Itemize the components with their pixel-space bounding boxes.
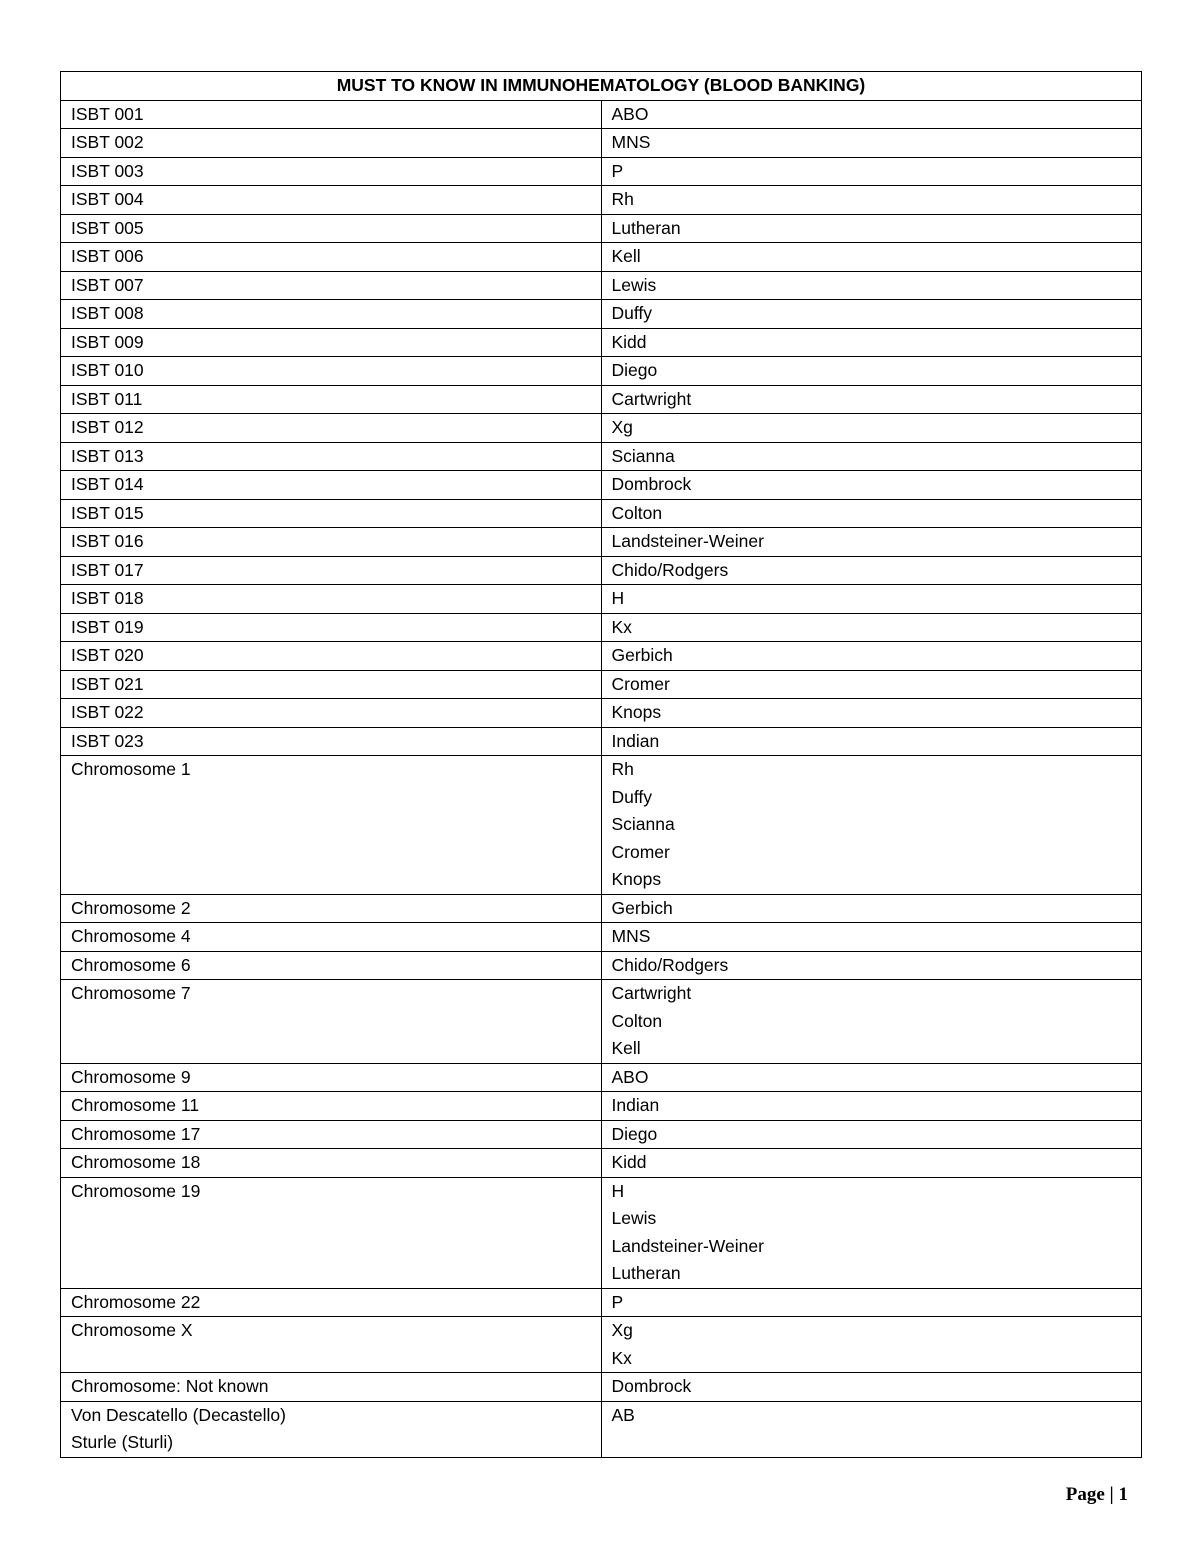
row-label-line: ISBT 006 xyxy=(71,246,144,266)
table-header-row xyxy=(61,72,1142,101)
blood-group-system-name: Xg xyxy=(611,417,633,437)
row-value-cell xyxy=(601,442,1142,471)
blood-group-system-name: Landsteiner-Weiner xyxy=(611,1235,764,1256)
table-row xyxy=(61,271,1142,300)
blood-group-system-name: Cartwright xyxy=(611,983,692,1003)
row-label-cell xyxy=(61,186,602,215)
row-label-cell xyxy=(61,414,602,443)
table-row xyxy=(61,556,1142,585)
row-value-cell xyxy=(601,923,1142,952)
table-row xyxy=(61,923,1142,952)
blood-group-system-name: Cartwright xyxy=(611,388,692,409)
table-row xyxy=(61,642,1142,671)
blood-group-system-name: Kx xyxy=(611,1347,632,1368)
table-body xyxy=(61,100,1142,1457)
table-row xyxy=(61,699,1142,728)
table-row xyxy=(61,727,1142,756)
blood-group-system-name: MNS xyxy=(611,926,651,946)
row-label-cell xyxy=(61,756,602,895)
row-value-cell xyxy=(601,357,1142,386)
row-label-cell xyxy=(61,1401,602,1457)
row-label-line: ISBT 015 xyxy=(71,502,144,523)
table-row xyxy=(61,613,1142,642)
row-label-cell xyxy=(61,727,602,756)
row-label-line: Chromosome 11 xyxy=(71,1095,200,1115)
row-label-line: ISBT 005 xyxy=(71,217,144,238)
row-label-line: ISBT 009 xyxy=(71,331,144,352)
row-label-line: ISBT 019 xyxy=(71,616,144,637)
row-value-cell xyxy=(601,100,1142,129)
blood-group-system-name: P xyxy=(611,160,624,181)
row-label-cell xyxy=(61,1177,602,1288)
row-label-line: Chromosome 18 xyxy=(71,1152,201,1172)
row-value-cell xyxy=(601,186,1142,215)
blood-group-system-name: Indian xyxy=(611,1095,660,1115)
blood-group-system-name: Kell xyxy=(611,1038,641,1058)
blood-group-system-name: ABO xyxy=(611,103,649,124)
table-title: MUST TO KNOW IN IMMUNOHEMATOLOGY (BLOOD BANKING) xyxy=(61,72,1142,101)
blood-group-system-name: Diego xyxy=(611,360,658,380)
row-label-cell xyxy=(61,100,602,129)
page-number: Page | 1 xyxy=(1065,1484,1128,1505)
row-value-cell xyxy=(601,328,1142,357)
blood-group-system-name: Lewis xyxy=(611,1208,657,1228)
table-row xyxy=(61,670,1142,699)
row-label-cell xyxy=(61,699,602,728)
blood-group-system-name: Landsteiner-Weiner xyxy=(611,531,764,551)
row-label-cell xyxy=(61,556,602,585)
table-row xyxy=(61,100,1142,129)
blood-group-system-name: Kx xyxy=(611,616,632,637)
row-label-cell xyxy=(61,1120,602,1149)
row-value-cell xyxy=(601,414,1142,443)
row-label-line: ISBT 020 xyxy=(71,645,144,665)
table-row xyxy=(61,1092,1142,1121)
blood-group-system-name: ABO xyxy=(611,1066,649,1087)
row-label-line: ISBT 011 xyxy=(71,388,143,409)
table-row xyxy=(61,1317,1142,1373)
row-value-cell xyxy=(601,1177,1142,1288)
blood-group-system-name: Colton xyxy=(611,502,663,523)
blood-group-system-name: P xyxy=(611,1291,624,1312)
table-row xyxy=(61,499,1142,528)
blood-group-system-name: Cromer xyxy=(611,673,670,694)
blood-group-system-name: H xyxy=(611,1180,625,1201)
row-label-cell xyxy=(61,585,602,614)
blood-group-system-name: Scianna xyxy=(611,445,675,466)
row-value-cell xyxy=(601,894,1142,923)
blood-group-system-name: Cromer xyxy=(611,841,670,862)
row-label-cell xyxy=(61,1288,602,1317)
blood-group-system-name: Rh xyxy=(611,759,634,779)
row-label-cell xyxy=(61,951,602,980)
row-value-cell xyxy=(601,271,1142,300)
blood-group-system-name: Kell xyxy=(611,246,641,266)
table-row xyxy=(61,980,1142,1064)
blood-group-system-name: Kidd xyxy=(611,331,647,352)
table-row xyxy=(61,894,1142,923)
row-label-cell xyxy=(61,923,602,952)
row-label-cell xyxy=(61,471,602,500)
row-value-cell xyxy=(601,951,1142,980)
row-value-cell xyxy=(601,1120,1142,1149)
blood-group-system-name: Knops xyxy=(611,702,662,722)
row-label-cell xyxy=(61,894,602,923)
row-label-line: Chromosome 2 xyxy=(71,897,191,918)
row-label-cell xyxy=(61,670,602,699)
row-label-line: ISBT 003 xyxy=(71,160,144,181)
blood-group-system-name: Xg xyxy=(611,1320,633,1340)
table-row xyxy=(61,1063,1142,1092)
row-label-cell xyxy=(61,357,602,386)
table-row xyxy=(61,414,1142,443)
row-value-cell xyxy=(601,1063,1142,1092)
row-label-line: ISBT 021 xyxy=(71,673,144,694)
row-value-cell xyxy=(601,157,1142,186)
blood-group-table xyxy=(60,71,1142,1458)
row-label-line: Chromosome 17 xyxy=(71,1123,201,1144)
row-label-line: Chromosome 4 xyxy=(71,926,191,946)
row-label-cell xyxy=(61,1092,602,1121)
row-label-line: ISBT 022 xyxy=(71,702,144,722)
row-value-cell xyxy=(601,727,1142,756)
row-label-line: ISBT 012 xyxy=(71,417,144,437)
table-row xyxy=(61,951,1142,980)
blood-group-system-name: Lutheran xyxy=(611,217,681,238)
row-label-cell xyxy=(61,328,602,357)
table-row xyxy=(61,1149,1142,1178)
row-label-cell xyxy=(61,642,602,671)
blood-group-system-name: Duffy xyxy=(611,303,653,323)
row-label-cell xyxy=(61,1373,602,1402)
row-label-line: Chromosome 19 xyxy=(71,1180,201,1201)
table-row xyxy=(61,129,1142,158)
blood-group-system-name: Dombrock xyxy=(611,474,692,494)
blood-group-system-name: Chido/Rodgers xyxy=(611,954,729,975)
row-label-cell xyxy=(61,243,602,272)
row-label-cell xyxy=(61,1063,602,1092)
row-label-cell xyxy=(61,129,602,158)
row-label-cell xyxy=(61,214,602,243)
row-label-line: ISBT 008 xyxy=(71,303,144,323)
blood-group-system-name: Knops xyxy=(611,869,662,889)
row-value-cell xyxy=(601,556,1142,585)
row-label-cell xyxy=(61,1149,602,1178)
blood-group-system-name: Lutheran xyxy=(611,1263,681,1283)
row-label-cell xyxy=(61,271,602,300)
row-label-cell xyxy=(61,300,602,329)
table-row xyxy=(61,1288,1142,1317)
row-value-cell xyxy=(601,499,1142,528)
row-label-cell xyxy=(61,499,602,528)
blood-group-system-name: Dombrock xyxy=(611,1376,692,1396)
table-row xyxy=(61,385,1142,414)
table-row xyxy=(61,157,1142,186)
blood-group-system-name: Kidd xyxy=(611,1152,647,1172)
row-label-cell xyxy=(61,980,602,1064)
blood-group-system-name: Gerbich xyxy=(611,645,673,665)
table-row xyxy=(61,300,1142,329)
blood-group-system-name: Indian xyxy=(611,730,660,751)
row-label-line: ISBT 004 xyxy=(71,189,144,209)
row-label-line: ISBT 001 xyxy=(71,103,144,124)
blood-group-system-name: Colton xyxy=(611,1010,663,1031)
table-row xyxy=(61,186,1142,215)
table-row xyxy=(61,1401,1142,1457)
row-label-cell xyxy=(61,1317,602,1373)
row-label-line: Chromosome 7 xyxy=(71,983,191,1003)
row-label-line: Chromosome 22 xyxy=(71,1291,201,1312)
row-label-line: Chromosome 9 xyxy=(71,1066,191,1087)
row-value-cell xyxy=(601,1401,1142,1457)
row-label-line: Chromosome 6 xyxy=(71,954,191,975)
row-value-cell xyxy=(601,1317,1142,1373)
row-label-line: Chromosome 1 xyxy=(71,759,191,779)
row-label-line: Chromosome: Not known xyxy=(71,1376,269,1396)
blood-group-system-name: Scianna xyxy=(611,814,675,834)
row-label-line: ISBT 010 xyxy=(71,360,144,380)
row-label-line: ISBT 016 xyxy=(71,531,144,551)
table-row xyxy=(61,357,1142,386)
row-label-line: Sturle (Sturli) xyxy=(71,1432,174,1452)
blood-group-system-name: Rh xyxy=(611,189,634,209)
row-value-cell xyxy=(601,129,1142,158)
blood-group-system-name: MNS xyxy=(611,132,651,152)
row-value-cell xyxy=(601,528,1142,557)
table-row xyxy=(61,585,1142,614)
row-label-line: ISBT 007 xyxy=(71,274,144,295)
table-row xyxy=(61,756,1142,895)
table-row xyxy=(61,1120,1142,1149)
table-row xyxy=(61,214,1142,243)
row-label-line: Chromosome X xyxy=(71,1320,193,1340)
table-row xyxy=(61,1373,1142,1402)
row-label-cell xyxy=(61,613,602,642)
row-value-cell xyxy=(601,756,1142,895)
table-row xyxy=(61,442,1142,471)
row-value-cell xyxy=(601,243,1142,272)
row-value-cell xyxy=(601,1288,1142,1317)
row-label-line: ISBT 013 xyxy=(71,445,144,466)
table-row xyxy=(61,471,1142,500)
blood-group-system-name: Diego xyxy=(611,1123,658,1144)
row-label-line: ISBT 018 xyxy=(71,588,144,608)
blood-group-system-name: AB xyxy=(611,1404,635,1425)
row-label-line: ISBT 017 xyxy=(71,559,144,580)
row-value-cell xyxy=(601,1373,1142,1402)
row-label-line: ISBT 002 xyxy=(71,132,144,152)
row-value-cell xyxy=(601,613,1142,642)
row-label-line: ISBT 014 xyxy=(71,474,144,494)
row-label-cell xyxy=(61,442,602,471)
row-label-line: ISBT 023 xyxy=(71,730,144,751)
row-value-cell xyxy=(601,214,1142,243)
row-value-cell xyxy=(601,585,1142,614)
table-row xyxy=(61,243,1142,272)
row-value-cell xyxy=(601,1092,1142,1121)
row-label-cell xyxy=(61,157,602,186)
blood-group-system-name: Gerbich xyxy=(611,897,673,918)
row-value-cell xyxy=(601,1149,1142,1178)
blood-group-system-name: Duffy xyxy=(611,786,653,807)
blood-group-system-name: Lewis xyxy=(611,274,657,295)
row-value-cell xyxy=(601,699,1142,728)
table-row xyxy=(61,1177,1142,1288)
blood-group-system-name: Chido/Rodgers xyxy=(611,559,729,580)
row-value-cell xyxy=(601,471,1142,500)
row-value-cell xyxy=(601,300,1142,329)
blood-group-system-name: H xyxy=(611,588,625,608)
row-value-cell xyxy=(601,980,1142,1064)
row-label-line: Von Descatello (Decastello) xyxy=(71,1404,286,1425)
table-row xyxy=(61,328,1142,357)
table-row xyxy=(61,528,1142,557)
row-value-cell xyxy=(601,642,1142,671)
row-label-cell xyxy=(61,528,602,557)
row-value-cell xyxy=(601,670,1142,699)
row-value-cell xyxy=(601,385,1142,414)
row-label-cell xyxy=(61,385,602,414)
